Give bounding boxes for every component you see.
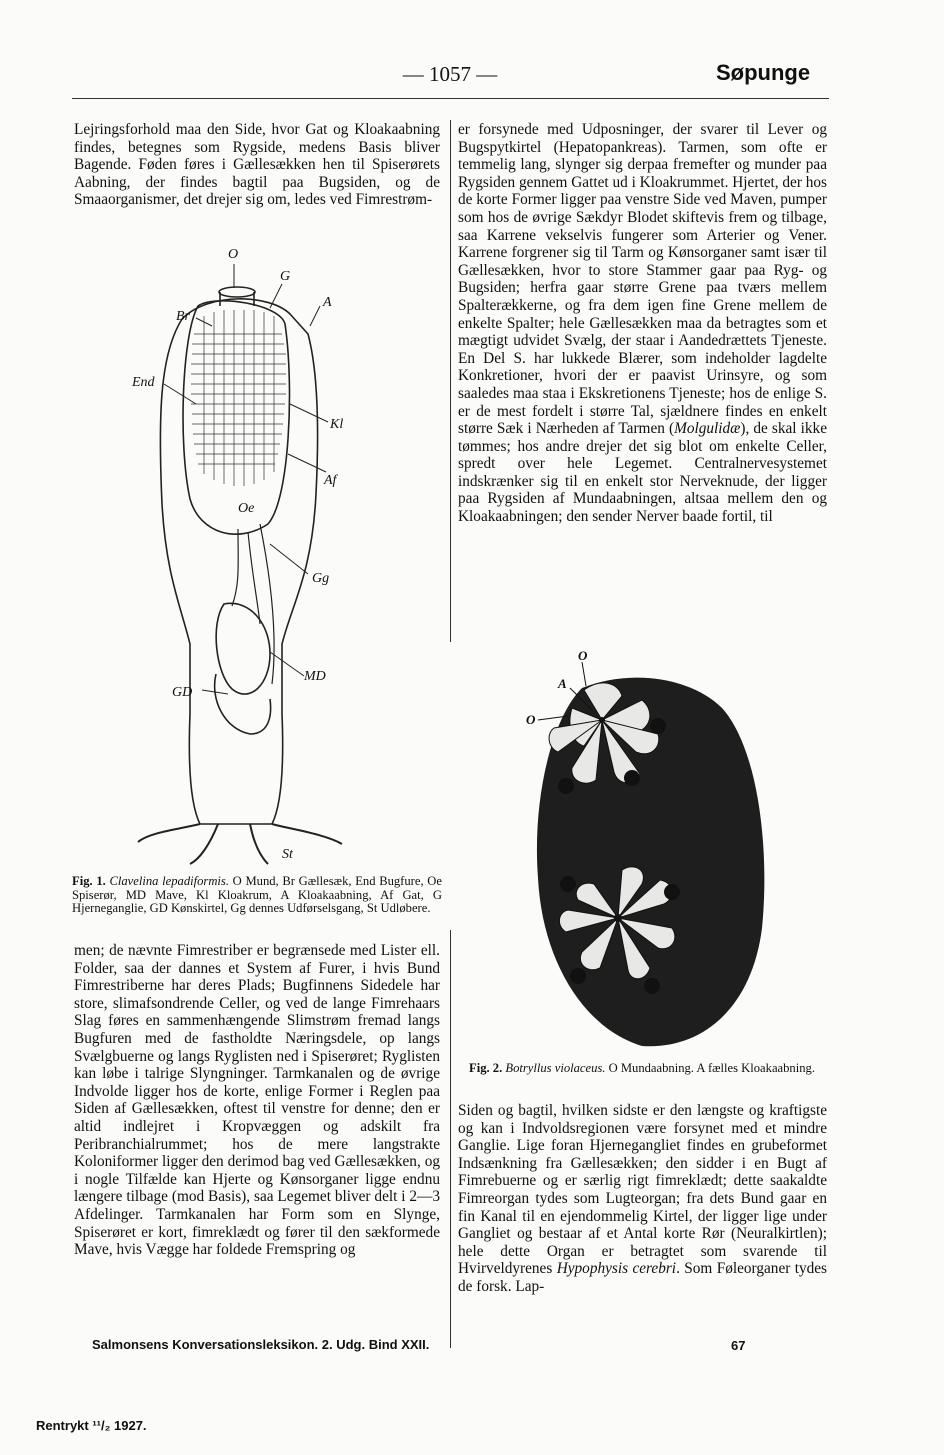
right-column-top-text: er forsynede med Udposninger, der svarer til Lever og Bugspytkirtel (Hepatopankreas). Tarmen, som ofte er temmelig lang, slynger sig derpaa fremefter og munder paa Rygsiden gennem Gattet ud i Kloakrummet. Hjertet, der hos de korte Former ligger paa venstre Side ved Maven, pumper som hos de øvrige Sækdyr Blodet skiftevis frem og tilbage, saa Karrene vekselvis fungerer som Arterier og Vener. Karrene forgrener sig til Tarm og Kønsorganer samt især til Gællesækken, hvor to store Stammer gaar paa Ryg- og Bugsiden; herfra gaar større Grene paa tværs mellem Spalterækkerne, og fra dem igen fine Grene mellem de enkelte Spalter; hele Gællesækken maa da betragtes som et mægtigt udvidet Svælg, der staar i Aandedrættets Tjeneste. En Del S. har lukkede Blærer, som indeholder lagdelte Konkretioner, hvori der er paavist Urinsyre, og som saaledes maa staa i Ekskretionens Tjeneste; hos de enlige S. er de mest fordelt i større Tal, sjældnere findes en enkelt større Sæk i Nærheden af Tarmen (Molgulidæ), de skal ikke tømmes; hos andre drejer det sig blot om enkelte Celler, spredt over hele Legemet. Centralnervesystemet indskrænker sig til en enkelt stor Nerveknude, der ligger paa Rygsiden af Mundaabningen, altsaa mellem den og Kloakaabningen; den sender Nerver baade fortil, til	[458, 121, 827, 526]
figure-2-caption: Fig. 2. Botryllus violaceus. O Mundaabning. A fælles Kloakaabning.	[469, 1061, 815, 1075]
fig2-label-a: A	[558, 676, 567, 691]
fig1-label-kl: Kl	[330, 417, 344, 432]
page-header-title: Søpunge	[716, 60, 811, 85]
left-column-top-text: Lejringsforhold maa den Side, hvor Gat og Kloakaabning findes, betegnes som Rygside, medens Basis bliver Bagende. Føden føres i Gællesækken hen til Spiserørets Aabning, der findes bagtil paa Bugsiden, og de Smaaorganismer, det drejer sig om, ledes ved Fimrestrøm-	[74, 121, 440, 209]
figure-1-clavelina-illustration	[120, 244, 360, 869]
fig1-label-br: Br	[176, 309, 190, 324]
left-column-bottom-text: men; de nævnte Fimrestriber er begrænsede med Lister ell. Folder, saa der dannes et System af Furer, i hvis Bund Fimrestriberne har deres Plads; Bugfinnens Sidedele har store, slimafsondrende Celler, og ved de lange Fimrehaars Slag føres en sammenhængende Slimstrøm fremad langs Bugfuren med de fastholdte Næringsdele, op langs Svælgbuerne og langs Ryglisten ned i Spiserøret; Ryglisten kan løbe i talrige Slyngninger. Tarmkanalen og de øvrige Indvolde ligger hos de korte, enlige Former i Reglen paa Siden af Gællesækken, oftest til venstre for denne; den er altid indlejret i Kropvæggen og adskilt fra Peribranchialrummet; hos de mere langstrakte Koloniformer ligger den derimod bag ved Gællesækken, og i nogle Tilfælde kan Hjerte og Kønsorganer ligge endnu længere tilbage (mod Basis), saa Legemet bliver delt i 2—3 Afdelinger. Tarmkanalen har Form som en Slynge, Spiserøret er kort, fimreklædt og fører til den sækformede Mave, hvis Vægge har foldede Fremspring og	[74, 942, 440, 1259]
fig1-label-end: End	[132, 375, 155, 390]
fig1-label-md: MD	[304, 669, 326, 684]
footer-sheet-number: 67	[731, 1338, 746, 1353]
fig1-label-oe: Oe	[238, 501, 255, 516]
fig1-label-g: G	[280, 269, 291, 284]
fig1-label-af: Af	[324, 473, 337, 488]
fig1-label-o: O	[228, 247, 239, 262]
header-rule	[72, 98, 829, 99]
footer-source: Salmonsens Konversationsleksikon. 2. Udg. Bind XXII.	[92, 1337, 430, 1352]
figure-1-caption: Fig. 1. Clavelina lepadiformis. O Mund, Br Gællesæk, End Bugfure, Oe Spiserør, MD Mave, Kl Kloakrum, A Kloakaabning, Af Gat, G Hjerneganglie, GD Kønskirtel, Gg dennes Udførselsgang, St Udløbere.	[72, 874, 442, 916]
fig1-label-st: St	[282, 847, 293, 862]
column-divider	[450, 120, 451, 642]
page-header-number: — 1057 —	[402, 62, 498, 86]
fig1-label-gd: GD	[172, 685, 193, 700]
figure-2-botryllus-illustration	[522, 648, 770, 1050]
fig2-label-o-top: O	[578, 648, 588, 663]
reprint-note: Rentrykt ¹¹/₂ 1927.	[36, 1418, 147, 1433]
fig1-label-a: A	[323, 295, 332, 310]
fig1-label-gg: Gg	[312, 571, 330, 586]
column-divider-lower	[450, 930, 451, 1348]
right-column-bottom-text: Siden og bagtil, hvilken sidste er den længste og kraftigste og kan i Indvoldsregionen være forsynet med et mindre Ganglie. Lige foran Hjernegangliet findes en grubeformet Indsænkning fra Gællesækken; den sidder i en Bugt af Fimrebuerne og er særlig rigt fimreklædt; dette saakaldte Fimreorgan tydes som Lugteorgan; fra dets Bund gaar en fin Kanal til en ejendommelig Kirtel, der ligger lige under Gangliet og bestaar af et Antal korte Rør (Neuralkirtlen); hele dette Organ er betragtet som svarende til Hvirveldyrenes Hypophysis cerebri. Som Føleorganer tydes de forsk. Lap-	[458, 1102, 828, 1295]
fig2-label-o-left: O	[526, 712, 536, 727]
